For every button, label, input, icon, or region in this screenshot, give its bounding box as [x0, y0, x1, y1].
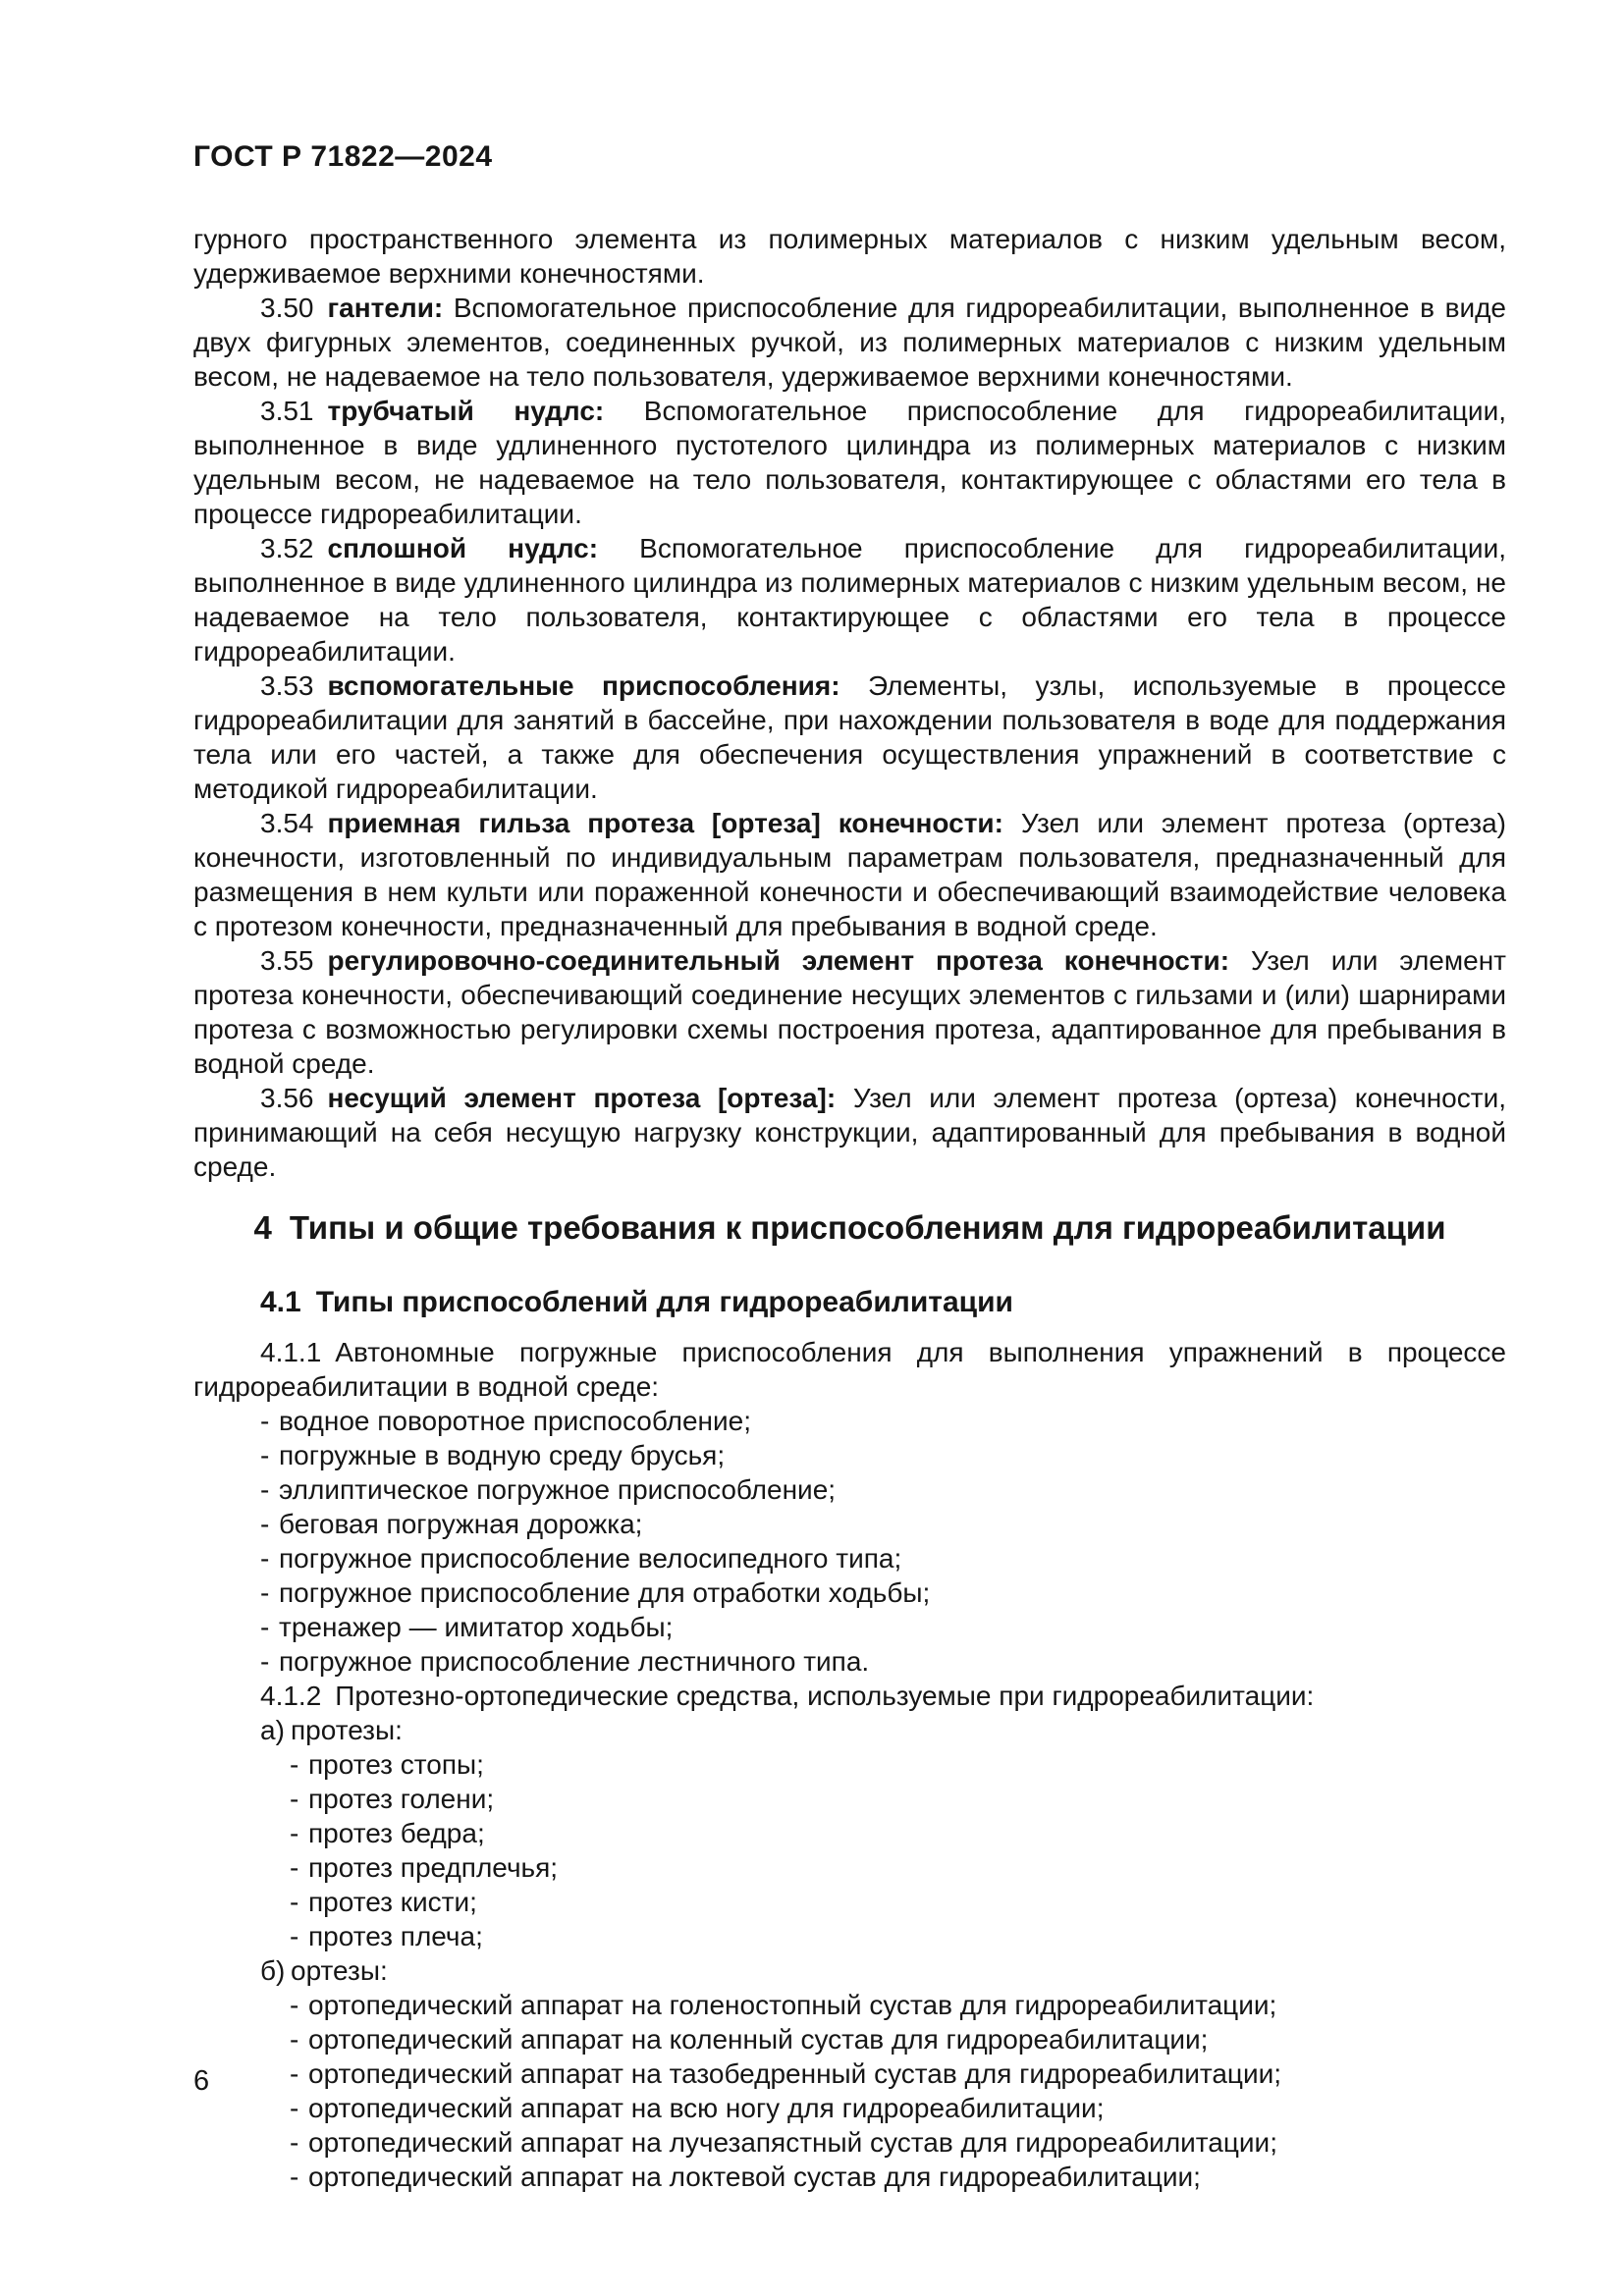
list-dash-marker: - — [260, 1406, 270, 1436]
orthoses-list — [193, 1988, 1506, 2194]
prosthesis-item — [193, 1816, 1506, 1850]
definition-3.54: 3.54 приемная гильза протеза [ортеза] конечности: Узел или элемент протеза (ортеза) конечности, изготовленный по индивидуальным параметрам пользователя, предназначенный для размещения в нем культи или пораженной конечности и обеспечивающий взаимодействие человека с протезом конечности, предназначенный для пребывания в водной среде. — [193, 808, 1506, 941]
orthosis-text: ортопедический аппарат на лучезапястный сустав для гидрореабилитации; — [308, 2127, 1277, 2158]
definition-term: приемная гильза протеза [ортеза] конечности: — [327, 808, 1003, 838]
section-4-1-heading — [193, 1284, 1506, 1321]
orthosis-item — [193, 2091, 1506, 2125]
submersible-devices-list — [193, 1404, 1506, 1679]
definition-term: трубчатый нудлс: — [327, 396, 605, 426]
group-a-heading — [193, 1713, 1506, 1747]
clause-4-1-1-text: Автономные погружные приспособления для выполнения упражнений в процессе гидрореабилитации в водной среде: — [193, 1337, 1506, 1402]
device-item — [193, 1610, 1506, 1644]
device-text: погружные в водную среду брусья; — [279, 1440, 726, 1470]
device-text: беговая погружная дорожка; — [279, 1509, 643, 1539]
orthosis-text: ортопедический аппарат на голеностопный сустав для гидрореабилитации; — [308, 1990, 1277, 2020]
definition-3.50: 3.50 гантели: Вспомогательное приспособление для гидрореабилитации, выполненное в виде двух фигурных элементов, соединенных ручкой, из полимерных материалов с низким удельным весом, не надеваемое на тело пользователя, удерживаемое верхними конечностями. — [193, 293, 1506, 392]
list-dash-marker: - — [260, 1646, 270, 1677]
section-4-number: 4 — [253, 1209, 272, 1246]
list-dash-marker: - — [290, 2058, 299, 2089]
list-dash-marker: - — [260, 1543, 270, 1574]
prosthesis-item — [193, 1919, 1506, 1953]
definition-term: сплошной нудлс: — [327, 533, 599, 563]
definition-term: несущий элемент протеза [ортеза]: — [327, 1083, 837, 1113]
prosthesis-item — [193, 1885, 1506, 1919]
orthosis-item — [193, 2160, 1506, 2194]
list-dash-marker: - — [290, 2127, 299, 2158]
list-dash-marker: - — [290, 1887, 299, 1917]
orthosis-item — [193, 2056, 1506, 2091]
prosthesis-item — [193, 1747, 1506, 1782]
list-dash-marker: - — [290, 2162, 299, 2192]
definition-number: 3.54 — [260, 808, 314, 838]
prosthesis-item — [193, 1850, 1506, 1885]
group-b-heading — [193, 1953, 1506, 1988]
list-dash-marker: - — [290, 2024, 299, 2055]
orthosis-text: ортопедический аппарат на коленный сустав для гидрореабилитации; — [308, 2024, 1209, 2055]
device-item — [193, 1404, 1506, 1438]
prosthesis-item — [193, 1782, 1506, 1816]
list-dash-marker: - — [290, 2093, 299, 2123]
section-4-1-title: Типы приспособлений для гидрореабилитации — [315, 1286, 1013, 1318]
device-item — [193, 1507, 1506, 1541]
definition-term: регулировочно-соединительный элемент протеза конечности: — [327, 945, 1230, 976]
section-4-heading — [193, 1207, 1506, 1249]
group-a-title: протезы: — [291, 1715, 403, 1745]
prosthesis-text: протез плеча; — [308, 1921, 483, 1951]
orthosis-item — [193, 2125, 1506, 2160]
prostheses-list — [193, 1747, 1506, 1953]
prosthesis-text: протез предплечья; — [308, 1852, 559, 1883]
definition-3.56: 3.56 несущий элемент протеза [ортеза]: Узел или элемент протеза (ортеза) конечности, принимающий на себя несущую нагрузку конструкции, адаптированный для пребывания в водной среде. — [193, 1083, 1506, 1182]
definition-number: 3.55 — [260, 945, 314, 976]
device-text: погружное приспособление для отработки ходьбы; — [279, 1577, 931, 1608]
list-dash-marker: - — [290, 1921, 299, 1951]
prosthesis-text: протез кисти; — [308, 1887, 477, 1917]
orthosis-text: ортопедический аппарат на локтевой сустав для гидрореабилитации; — [308, 2162, 1201, 2192]
definition-term: вспомогательные приспособления: — [327, 670, 840, 701]
device-item — [193, 1575, 1506, 1610]
intro-continuation-paragraph: гурного пространственного элемента из полимерных материалов с низким удельным весом, удерживаемое верхними конечностями. — [193, 224, 1506, 289]
list-dash-marker: - — [290, 1784, 299, 1814]
definition-number: 3.52 — [260, 533, 314, 563]
prosthesis-text: протез голени; — [308, 1784, 495, 1814]
list-dash-marker: - — [260, 1509, 270, 1539]
prosthesis-text: протез стопы; — [308, 1749, 484, 1780]
definition-number: 3.53 — [260, 670, 314, 701]
clause-4-1-2-text: Протезно-ортопедические средства, используемые при гидрореабилитации: — [335, 1681, 1315, 1711]
device-item — [193, 1472, 1506, 1507]
group-b-label: б) — [260, 1955, 286, 1986]
definition-term: гантели: — [327, 293, 444, 323]
device-text: тренажер — имитатор ходьбы; — [279, 1612, 674, 1642]
device-text: водное поворотное приспособление; — [279, 1406, 751, 1436]
list-dash-marker: - — [260, 1577, 270, 1608]
clause-4-1-2-paragraph — [193, 1679, 1506, 1713]
definition-number: 3.51 — [260, 396, 314, 426]
list-dash-marker: - — [290, 1990, 299, 2020]
document-body — [193, 222, 1506, 2194]
clause-4-1-1-number: 4.1.1 — [260, 1337, 322, 1367]
definition-3.52: 3.52 сплошной нудлс: Вспомогательное приспособление для гидрореабилитации, выполненное в виде удлиненного цилиндра из полимерных материалов с низким удельным весом, не надеваемое на тело пользователя, контактирующее с областями его тела в процессе гидрореабилитации. — [193, 533, 1506, 667]
device-item — [193, 1541, 1506, 1575]
device-item — [193, 1644, 1506, 1679]
definition-3.53: 3.53 вспомогательные приспособления: Элементы, узлы, используемые в процессе гидрореабилитации для занятий в бассейне, при нахождении пользователя в воде для поддержания тела или его частей, а также для обеспечения осуществления упражнений в соответствие с методикой гидрореабилитации. — [193, 670, 1507, 804]
list-dash-marker: - — [260, 1474, 270, 1505]
list-dash-marker: - — [260, 1612, 270, 1642]
device-text: эллиптическое погружное приспособление; — [279, 1474, 837, 1505]
definitions-list — [193, 291, 1506, 1184]
group-b-title: ортезы: — [291, 1955, 388, 1986]
list-dash-marker: - — [290, 1749, 299, 1780]
orthosis-text: ортопедический аппарат на тазобедренный сустав для гидрореабилитации; — [308, 2058, 1282, 2089]
list-dash-marker: - — [290, 1818, 299, 1848]
orthosis-text: ортопедический аппарат на всю ногу для гидрореабилитации; — [308, 2093, 1105, 2123]
clause-4-1-2-number: 4.1.2 — [260, 1681, 322, 1711]
group-a-label: а) — [260, 1715, 285, 1745]
list-dash-marker: - — [260, 1440, 270, 1470]
page-number: 6 — [193, 2065, 210, 2097]
document-code-header: ГОСТ Р 71822—2024 — [193, 140, 493, 173]
prosthesis-text: протез бедра; — [308, 1818, 485, 1848]
definition-3.55: 3.55 регулировочно-соединительный элемент протеза конечности: Узел или элемент протеза конечности, обеспечивающий соединение несущих элементов с гильзами и (или) шарнирами протеза с возможностью регулировки схемы построения протеза, адаптированное для пребывания в водной среде. — [193, 945, 1506, 1079]
orthosis-item — [193, 1988, 1506, 2022]
definition-number: 3.50 — [260, 293, 314, 323]
section-4-1-number: 4.1 — [260, 1286, 301, 1318]
device-item — [193, 1438, 1506, 1472]
list-dash-marker: - — [290, 1852, 299, 1883]
orthosis-item — [193, 2022, 1506, 2056]
section-4-title: Типы и общие требования к приспособлениям для гидрореабилитации — [289, 1209, 1446, 1246]
clause-4-1-1-paragraph — [193, 1335, 1506, 1404]
definition-number: 3.56 — [260, 1083, 314, 1113]
device-text: погружное приспособление лестничного типа. — [279, 1646, 870, 1677]
device-text: погружное приспособление велосипедного типа; — [279, 1543, 902, 1574]
definition-3.51: 3.51 трубчатый нудлс: Вспомогательное приспособление для гидрореабилитации, выполненное в виде удлиненного пустотелого цилиндра из полимерных материалов с низким удельным весом, не надеваемое на тело пользователя, контактирующее с областями его тела в процессе гидрореабилитации. — [193, 396, 1506, 529]
